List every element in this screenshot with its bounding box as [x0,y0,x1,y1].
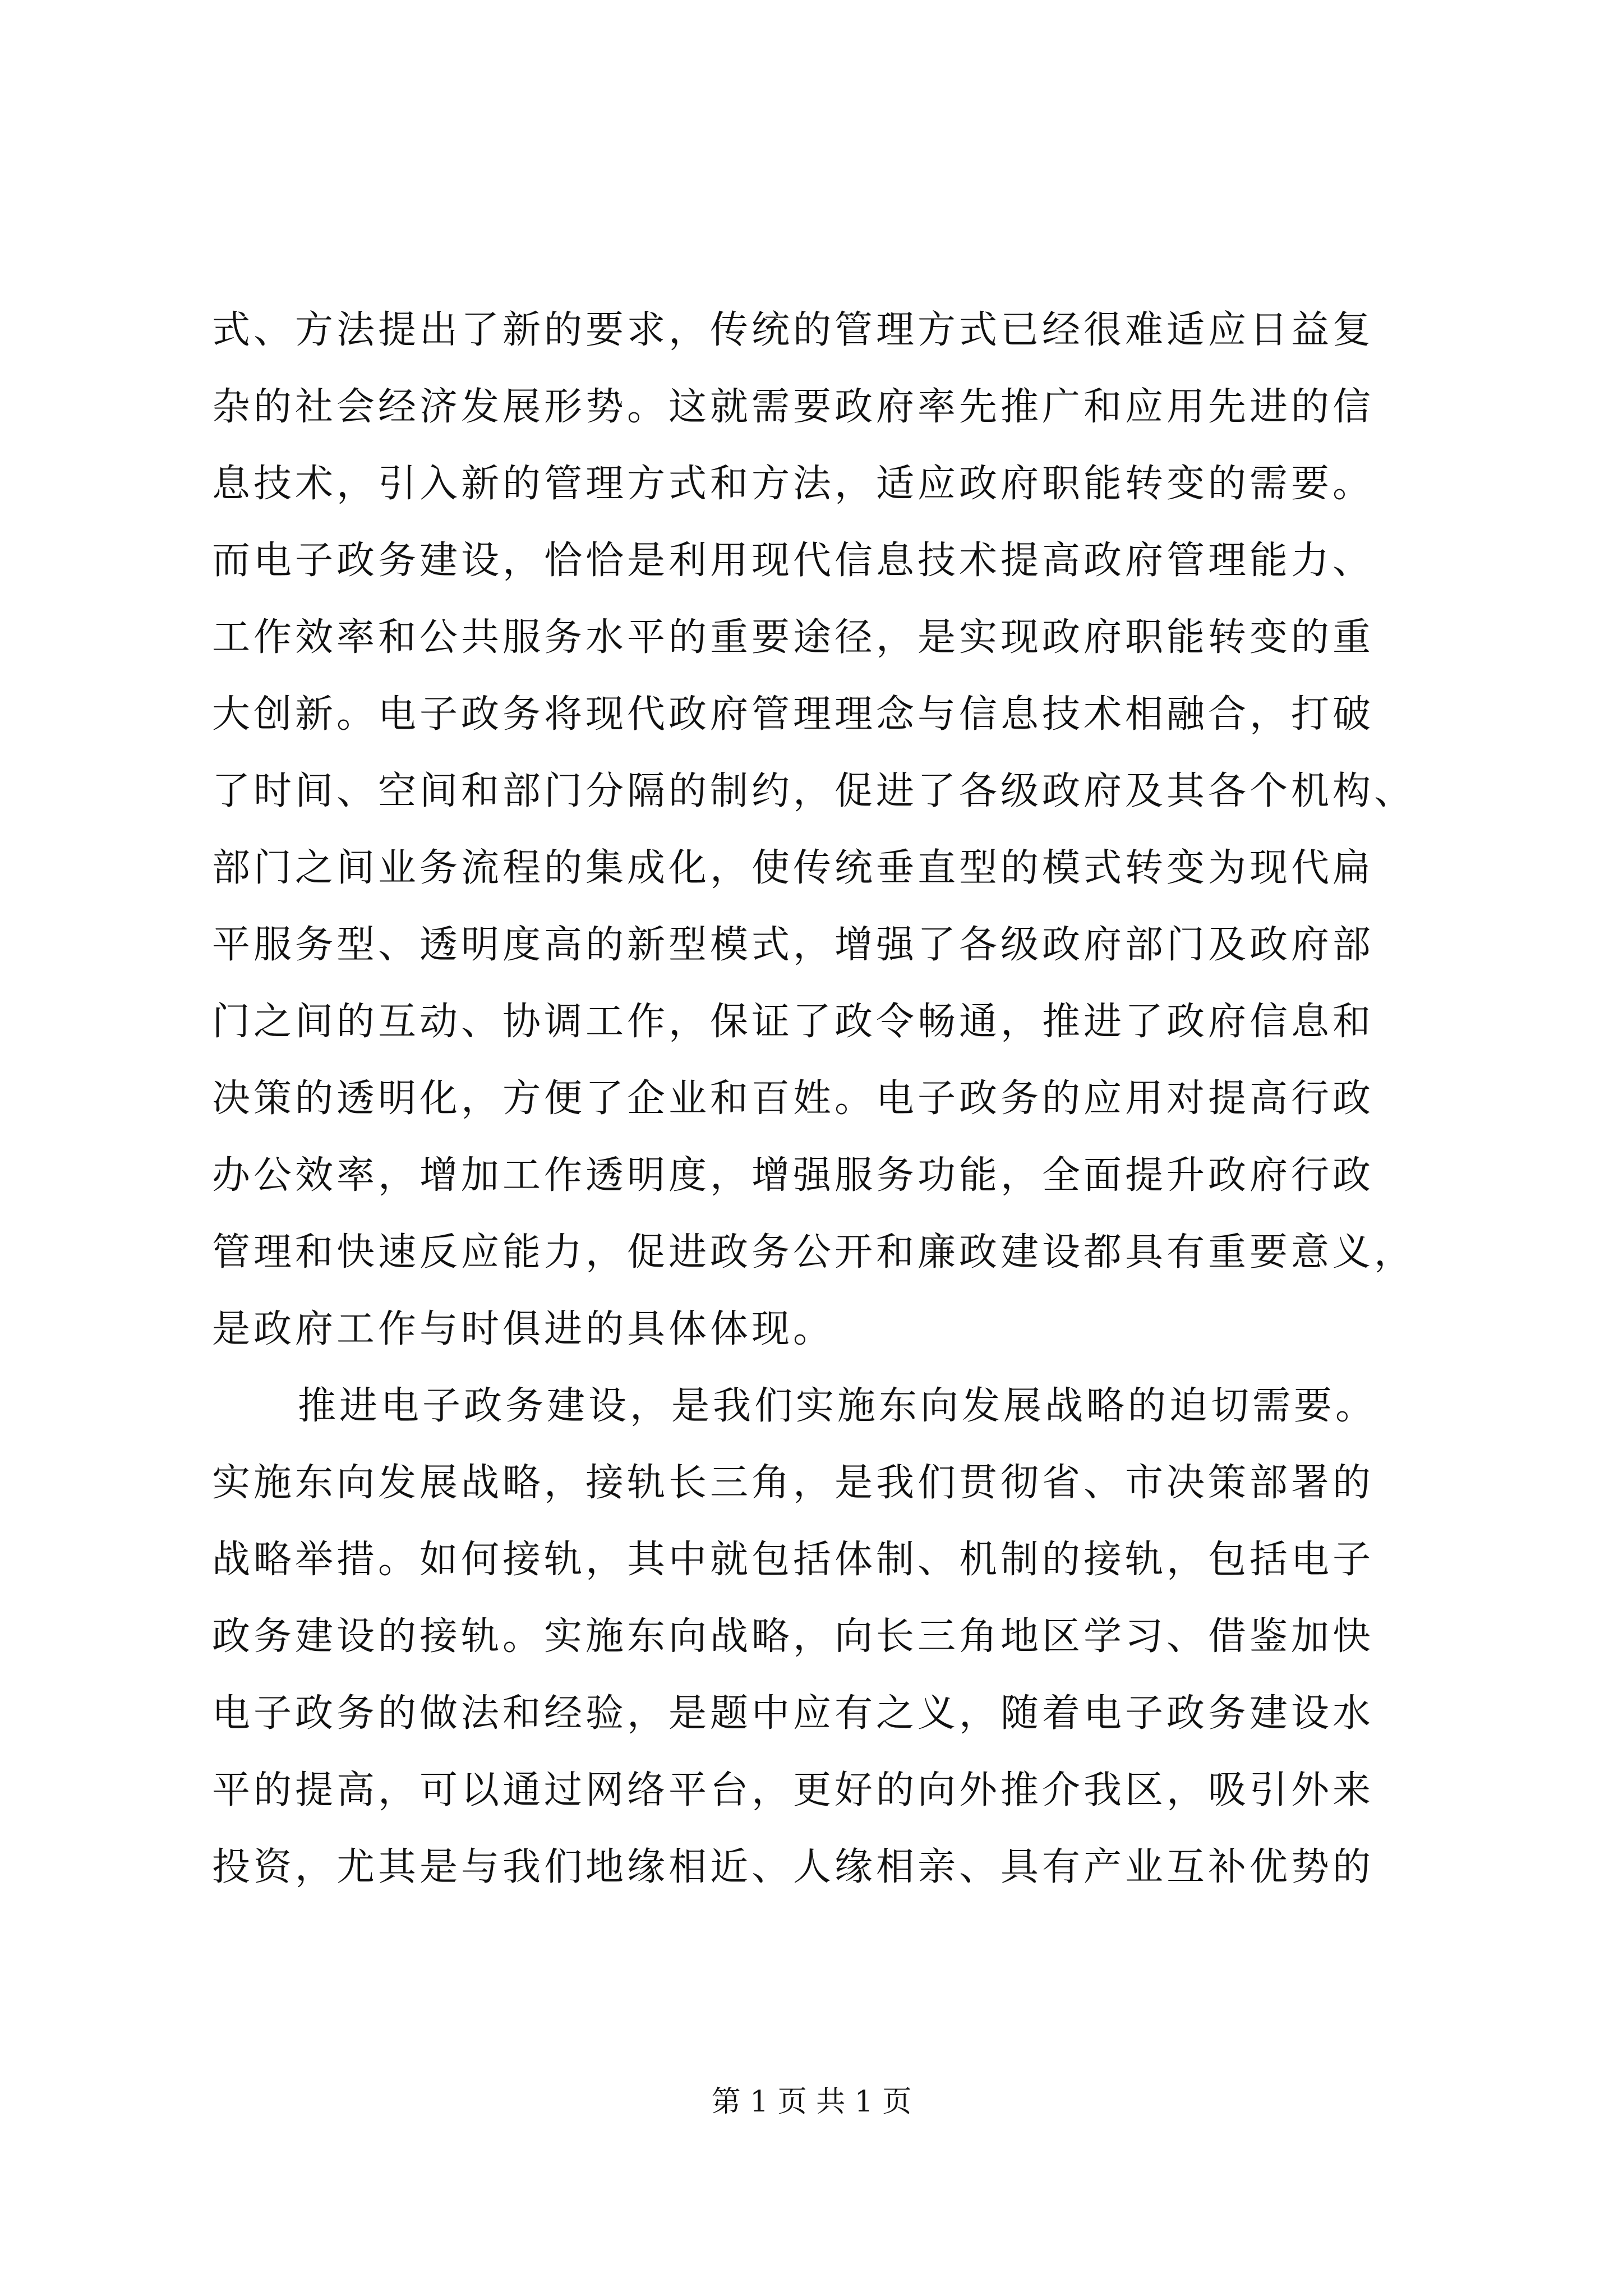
text-line: 部门之间业务流程的集成化，使传统垂直型的模式转变为现代扁 [212,846,1375,890]
text-line: 式、方法提出了新的要求，传统的管理方式已经很难适应日益复 [212,308,1375,352]
text-line: 平的提高，可以通过网络平台，更好的向外推介我区，吸引外来 [212,1768,1375,1812]
text-line: 大创新。电子政务将现代政府管理理念与信息技术相融合，打破 [212,692,1375,737]
text-line: 是政府工作与时俱进的具体体现。 [212,1307,835,1351]
text-line: 息技术，引入新的管理方式和方法，适应政府职能转变的需要。 [212,462,1375,506]
text-line: 工作效率和公共服务水平的重要途径，是实现政府职能转变的重 [212,615,1375,660]
text-line: 政务建设的接轨。实施东向战略，向长三角地区学习、借鉴加快 [212,1614,1375,1659]
text-line: 实施东向发展战略，接轨长三角，是我们贯彻省、市决策部署的 [212,1461,1375,1505]
text-line: 而电子政务建设，恰恰是利用现代信息技术提高政府管理能力、 [212,539,1375,583]
text-line: 门之间的互动、协调工作，保证了政令畅通，推进了政府信息和 [212,1000,1375,1044]
paragraph-start-line: 推进电子政务建设，是我们实施东向发展战略的迫切需要。 [298,1384,1377,1428]
body-text [212,292,1423,1906]
text-line: 管理和快速反应能力，促进政务公开和廉政建设都具有重要意义， [212,1230,1416,1274]
text-line: 战略举措。如何接轨，其中就包括体制、机制的接轨，包括电子 [212,1538,1375,1582]
page-footer: 第 1 页 共 1 页 [711,2085,912,2119]
text-line: 投资，尤其是与我们地缘相近、人缘相亲、具有产业互补优势的 [212,1845,1375,1889]
text-line: 决策的透明化，方便了企业和百姓。电子政务的应用对提高行政 [212,1076,1375,1121]
text-line: 电子政务的做法和经验，是题中应有之义，随着电子政务建设水 [212,1691,1375,1736]
text-line: 平服务型、透明度高的新型模式，增强了各级政府部门及政府部 [212,923,1375,967]
text-line: 杂的社会经济发展形势。这就需要政府率先推广和应用先进的信 [212,385,1375,429]
text-line: 了时间、空间和部门分隔的制约，促进了各级政府及其各个机构、 [212,769,1416,813]
text-line: 办公效率，增加工作透明度，增强服务功能，全面提升政府行政 [212,1153,1375,1198]
